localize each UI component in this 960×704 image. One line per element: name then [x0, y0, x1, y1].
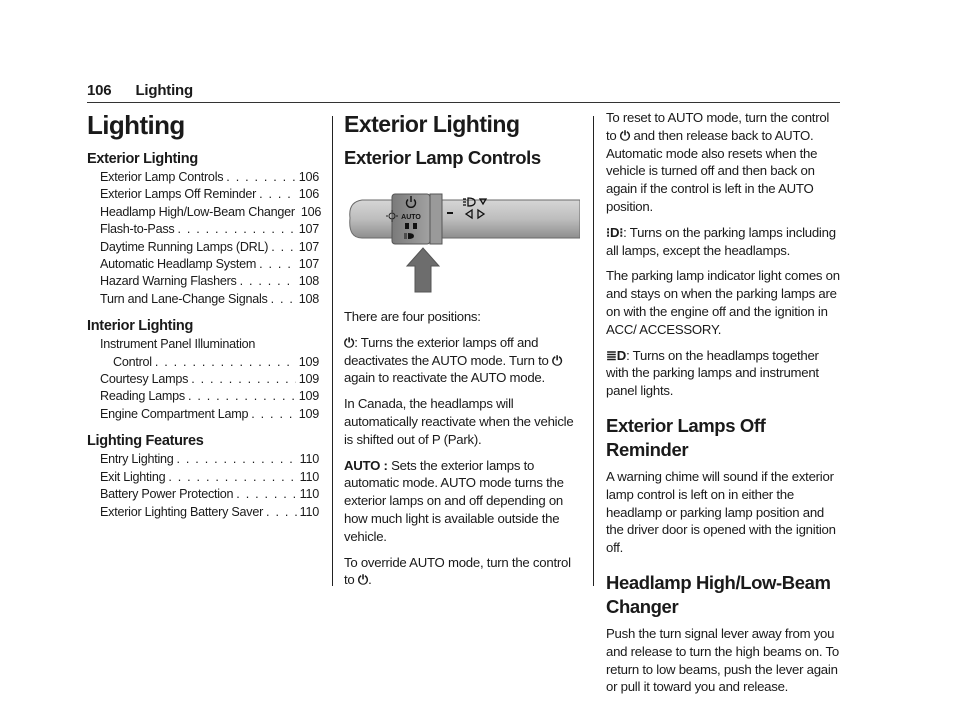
headlamps-text: : Turns on the headlamps together with the parking lamps and instrument panel lights.	[606, 347, 819, 399]
pointer-arrow	[407, 248, 439, 292]
toc-entry-page: 109	[298, 406, 319, 421]
heading-exterior-lighting: Exterior Lighting	[344, 111, 520, 137]
auto-label: AUTO	[401, 214, 421, 221]
toc-entry-text: Instrument Panel Illumination	[100, 337, 256, 352]
toc-entry-page: 110	[299, 452, 319, 467]
toc-entry-text: Daytime Running Lamps (DRL)	[100, 239, 269, 254]
toc-entry-text: Exit Lighting	[100, 469, 166, 484]
toc-entry-text: Battery Power Protection	[100, 487, 234, 502]
toc-entry-page: 108	[298, 274, 319, 289]
toc-entry-text: Exterior Lighting Battery Saver	[100, 504, 264, 519]
toc-entry-page: 109	[298, 389, 319, 404]
toc-entry[interactable]	[87, 406, 319, 423]
toc-entry[interactable]	[87, 204, 322, 221]
paragraph-canada: In Canada, the headlamps will automatically reactivate when the vehicle is shifted out of P (Park).	[344, 396, 574, 447]
header-section-title: Lighting	[135, 82, 193, 99]
toc-entry-text: Exterior Lamps Off Reminder	[100, 187, 257, 202]
toc-entry-text: Turn and Lane-Change Signals	[100, 291, 268, 306]
toc-entry-text: Control	[113, 354, 152, 369]
toc-column	[87, 110, 322, 521]
toc-entry[interactable]	[87, 239, 319, 256]
content-column-2	[344, 110, 580, 597]
off-text-b: again to reactivate the AUTO mode.	[344, 370, 545, 386]
paragraph-four-positions: There are four positions:	[344, 309, 481, 324]
toc-title: Lighting	[87, 110, 185, 140]
auto-label-text: AUTO :	[344, 457, 388, 473]
override-end: .	[368, 572, 372, 588]
toc-entry-text: Headlamp High/Low-Beam Changer	[100, 204, 295, 219]
toc-entry[interactable]	[87, 256, 319, 273]
toc-entry[interactable]	[87, 388, 319, 405]
power-off-icon: ⏻	[551, 352, 563, 368]
reset-text-b: and then release back to AUTO. Automatic mode also resets when the vehicle is turned off and then back on again if the control is left in the AUTO position.	[606, 127, 818, 214]
toc-entry[interactable]	[87, 291, 319, 308]
parking-text: : Turns on the parking lamps including all lamps, except the headlamps.	[606, 224, 836, 258]
paragraph-headlamps	[606, 347, 840, 400]
auto-text: Sets the exterior lamps to automatic mode. AUTO mode turns the exterior lamps on and off depending on how much light is available outside the vehicle.	[344, 457, 564, 544]
heading-exterior-lamps-off-reminder: Exterior Lamps Off Reminder	[606, 414, 766, 460]
paragraph-high-low: Push the turn signal lever away from you and release to turn the high beams on. To return to low beams, push the lever again or pull it toward you and release.	[606, 625, 839, 695]
toc-entry-text: Reading Lamps	[100, 389, 185, 404]
paragraph-auto	[344, 457, 580, 546]
paragraph-reminder: A warning chime will sound if the exterior lamp control is left on in either the headlamp or parking lamp position and the driver door is opened with the ignition off.	[606, 468, 836, 556]
toc-entry[interactable]	[87, 186, 319, 203]
paragraph-off-position	[344, 334, 580, 387]
page-number: 106	[87, 82, 112, 99]
power-off-icon: ⏻	[619, 127, 631, 143]
override-text: To override AUTO mode, turn the control to	[344, 554, 571, 588]
lamp-control-figure	[344, 186, 580, 296]
toc-entry-text: Entry Lighting	[100, 452, 174, 467]
toc-entry-page: 107	[298, 257, 319, 272]
toc-entry-page: 106	[298, 170, 319, 184]
lamp-control-illustration	[344, 186, 580, 296]
toc-entry-text: Courtesy Lamps	[100, 372, 189, 387]
toc-entry-text: Exterior Lamp Controls	[100, 170, 224, 184]
toc-entry-text: Hazard Warning Flashers	[100, 274, 237, 289]
toc-entry-text: Automatic Headlamp System	[100, 257, 257, 272]
toc-entry[interactable]	[87, 221, 319, 238]
toc-entry[interactable]	[87, 451, 319, 468]
toc-entry-page: 109	[298, 354, 319, 369]
toc-entry-page: 110	[299, 487, 319, 502]
toc-entry-text: Flash-to-Pass	[100, 222, 175, 237]
content-column-3	[606, 109, 840, 704]
paragraph-indicator: The parking lamp indicator light comes on and stays on when the parking lamps are on with the engine off and the ignition in ACC/ ACCESSORY.	[606, 268, 840, 337]
toc-entry-page: 106	[300, 204, 322, 219]
toc-entry-text: Engine Compartment Lamp	[100, 406, 249, 421]
toc-entry[interactable]	[87, 273, 319, 290]
reset-text-a: To reset to AUTO mode, turn the control to	[606, 110, 830, 143]
toc-entry[interactable]	[87, 486, 319, 503]
toc-entry-line1[interactable]	[87, 336, 319, 353]
paragraph-reset-auto	[606, 109, 840, 216]
toc-entry[interactable]	[87, 371, 319, 388]
heading-exterior-lamp-controls: Exterior Lamp Controls	[344, 147, 541, 168]
toc-entry-page: 109	[298, 372, 319, 387]
paragraph-override	[344, 554, 580, 590]
toc-entry[interactable]	[87, 354, 319, 371]
parking-lamps-icon: ⁝D⁝	[606, 224, 624, 240]
toc-entry-page: 108	[298, 291, 319, 306]
toc-entry[interactable]	[87, 504, 319, 521]
toc-entry-page: 106	[298, 187, 319, 202]
power-off-icon: ⏻	[357, 572, 369, 588]
toc-section-heading[interactable]: Exterior Lighting	[87, 151, 198, 167]
toc-entry-page: 110	[299, 469, 319, 484]
page-header	[87, 82, 193, 99]
power-off-icon: ⏻	[344, 334, 355, 350]
toc-entry-page: 107	[298, 239, 319, 254]
headlamp-icon: ≣D	[606, 347, 627, 363]
paragraph-parking-lamps	[606, 224, 840, 260]
headlamp-icon	[404, 233, 414, 239]
toc-section-heading[interactable]: Lighting Features	[87, 433, 204, 450]
off-text-a: : Turns the exterior lamps off and deactivates the AUTO mode. Turn to	[344, 334, 552, 368]
column-divider-2	[593, 116, 594, 586]
header-rule	[87, 102, 840, 103]
toc-entry[interactable]	[87, 469, 319, 486]
toc-entry[interactable]	[87, 169, 319, 186]
heading-high-low-beam-changer: Headlamp High/Low-Beam Changer	[606, 571, 831, 617]
toc-entry-page: 110	[299, 504, 319, 519]
column-divider-1	[332, 116, 333, 586]
toc-section-heading[interactable]: Interior Lighting	[87, 318, 194, 335]
toc-entry-page: 107	[298, 222, 319, 237]
